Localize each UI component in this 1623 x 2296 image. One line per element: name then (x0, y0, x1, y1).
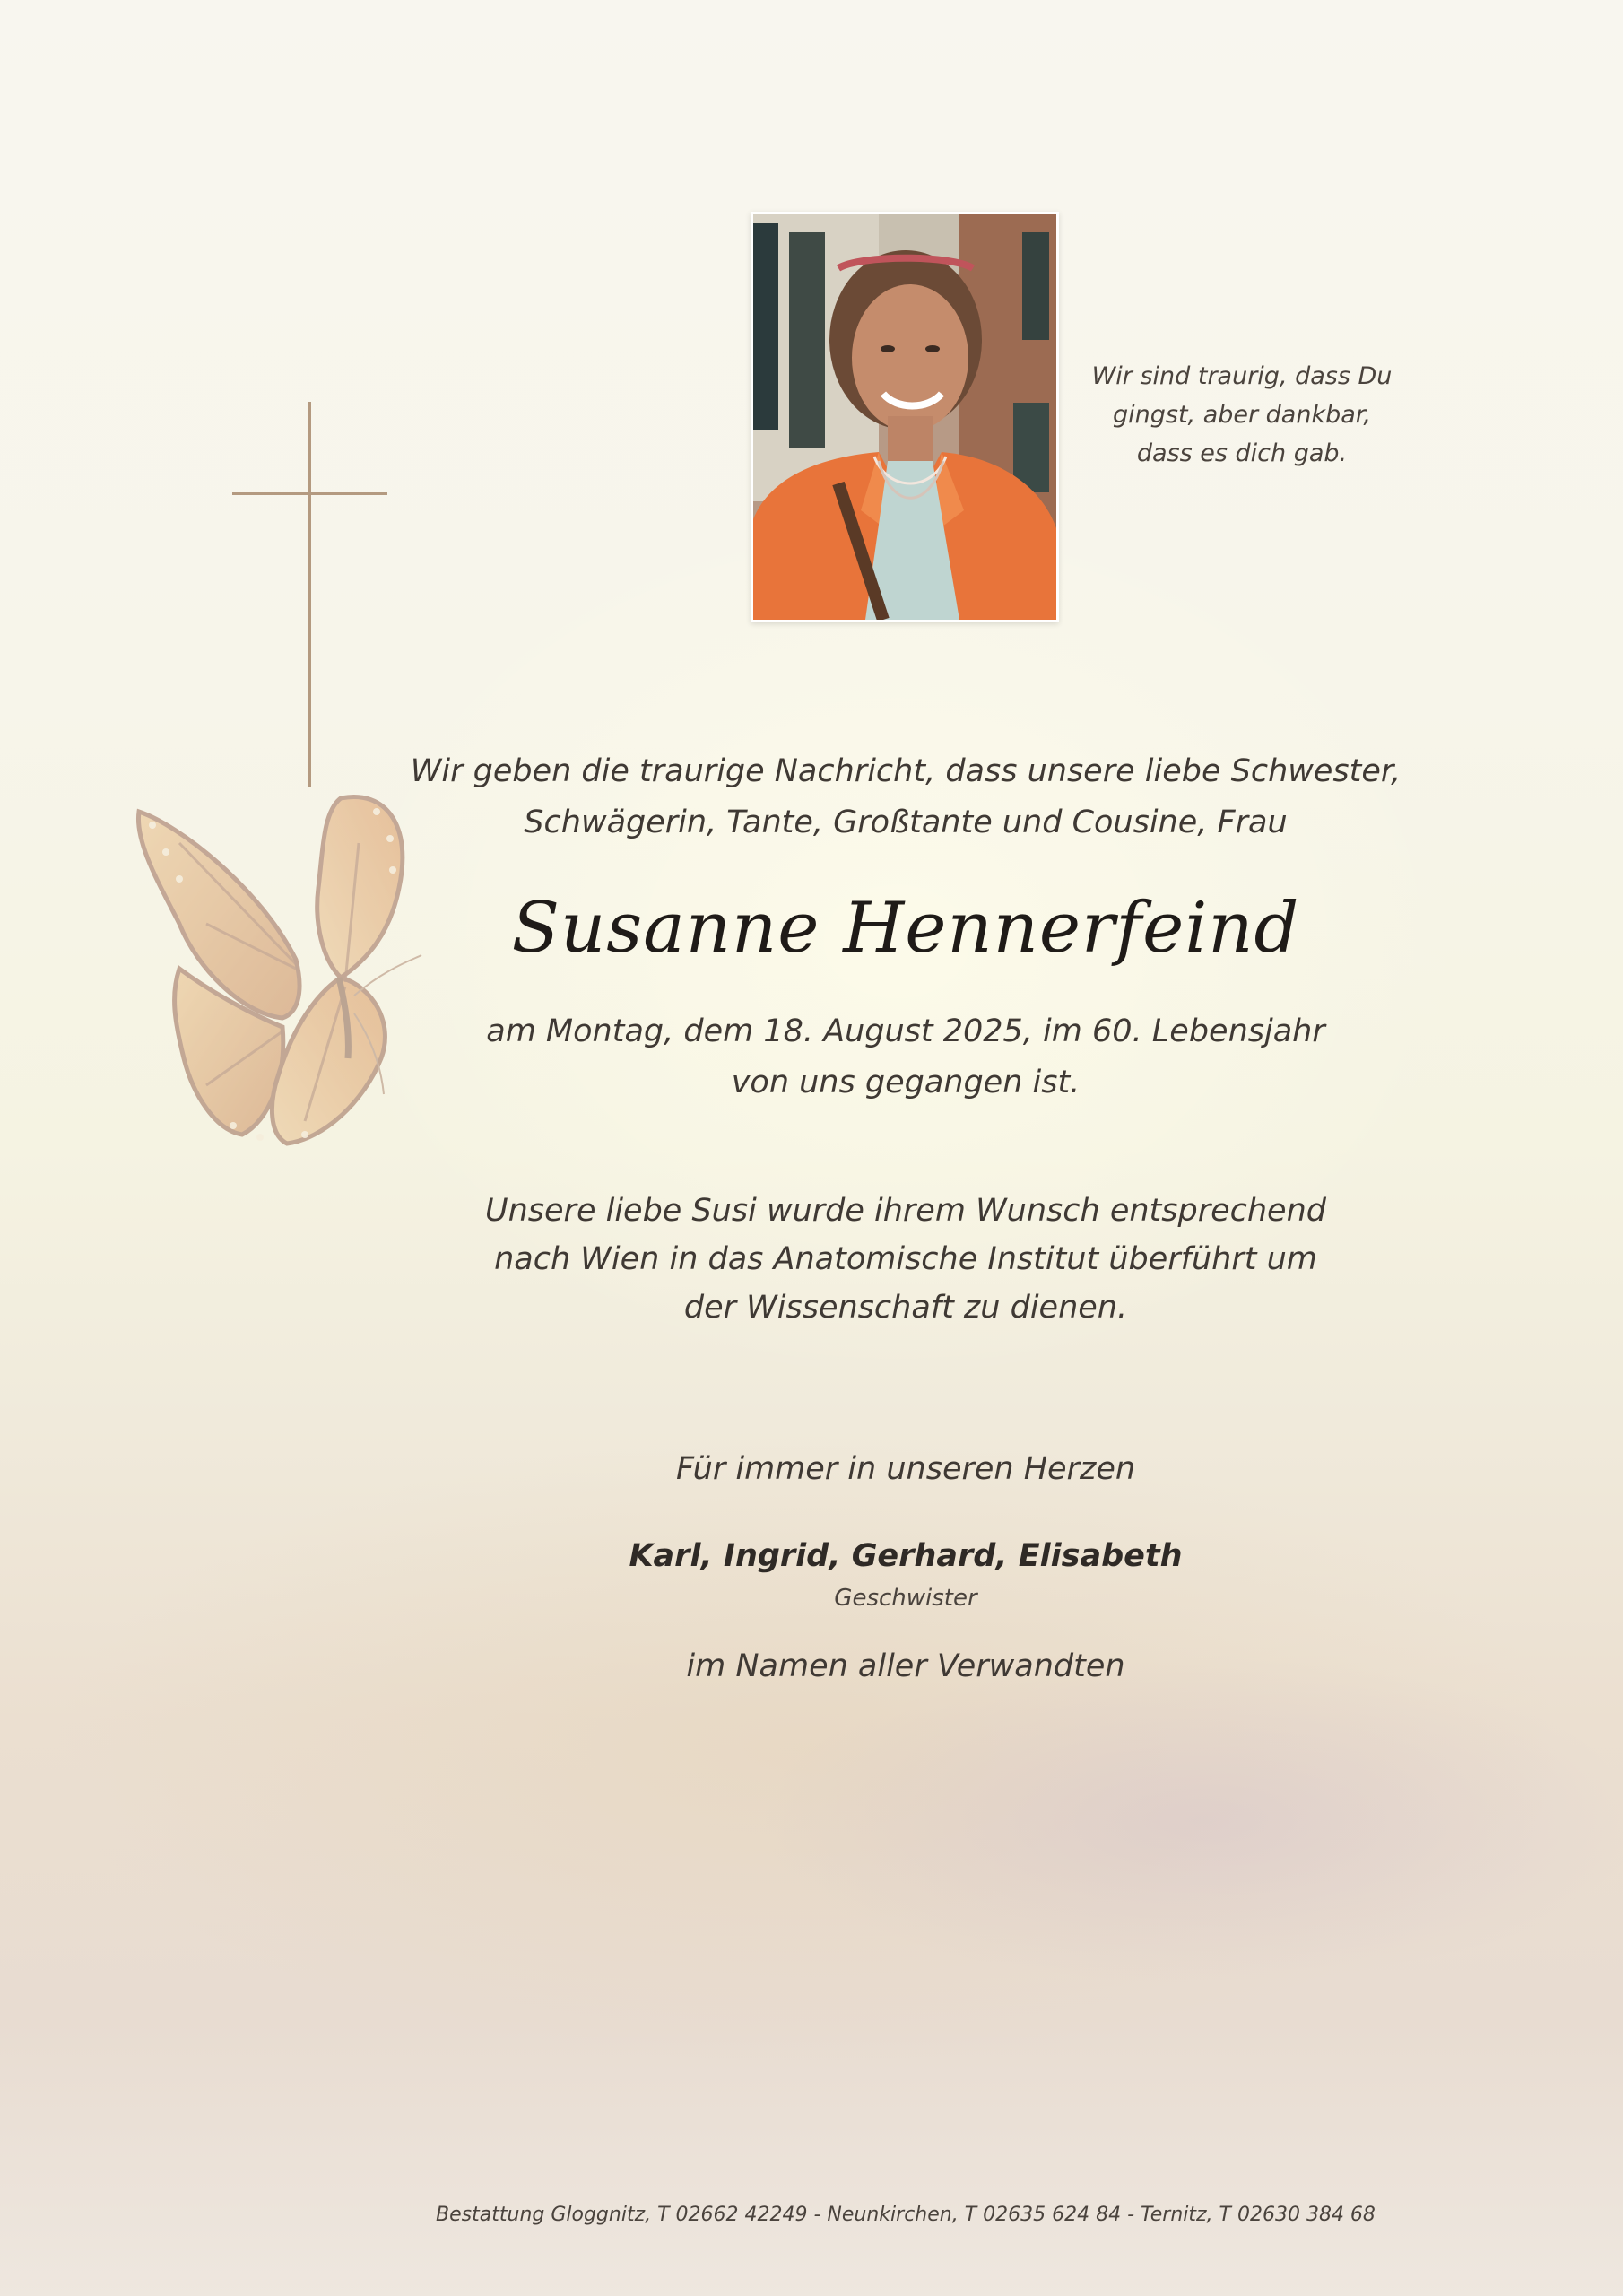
announcement-line: Schwägerin, Tante, Großtante und Cousine, Frau (524, 804, 1288, 840)
announcement (377, 746, 1435, 848)
quote-line: dass es dich gab. (1136, 439, 1348, 467)
date-line: von uns gegangen ist. (731, 1065, 1081, 1100)
portrait-photo (751, 212, 1059, 622)
relation-label: Geschwister (834, 1585, 977, 1612)
date-line: am Montag, dem 18. August 2025, im 60. Lebensjahr (486, 1013, 1325, 1049)
date-text (377, 1006, 1435, 1109)
cross-icon-vertical (308, 402, 311, 787)
quote (1058, 357, 1426, 473)
transfer-text (377, 1187, 1435, 1332)
deceased-name-text: Susanne Hennerfeind (511, 888, 1300, 969)
forever-text: Für immer in unseren Herzen (675, 1451, 1136, 1487)
quote-line: Wir sind traurig, dass Du (1091, 362, 1393, 390)
deceased-name (377, 861, 1435, 996)
family-names: Karl, Ingrid, Gerhard, Elisabeth (629, 1538, 1183, 1574)
transfer-line: nach Wien in das Anatomische Institut überführt um (494, 1241, 1317, 1277)
announcement-line: Wir geben die traurige Nachricht, dass unsere liebe Schwester, (410, 753, 1402, 789)
funeral-home-footer: Bestattung Gloggnitz, T 02662 42249 - Neunkirchen, T 02635 624 84 - Ternitz, T 02630 384 68 (436, 2204, 1376, 2226)
transfer-line: der Wissenschaft zu dienen. (683, 1290, 1128, 1326)
relatives-text: im Namen aller Verwandten (686, 1648, 1125, 1684)
cross-icon-horizontal (232, 492, 387, 495)
transfer-line: Unsere liebe Susi wurde ihrem Wunsch entsprechend (484, 1193, 1326, 1229)
quote-line: gingst, aber dankbar, (1112, 401, 1371, 429)
